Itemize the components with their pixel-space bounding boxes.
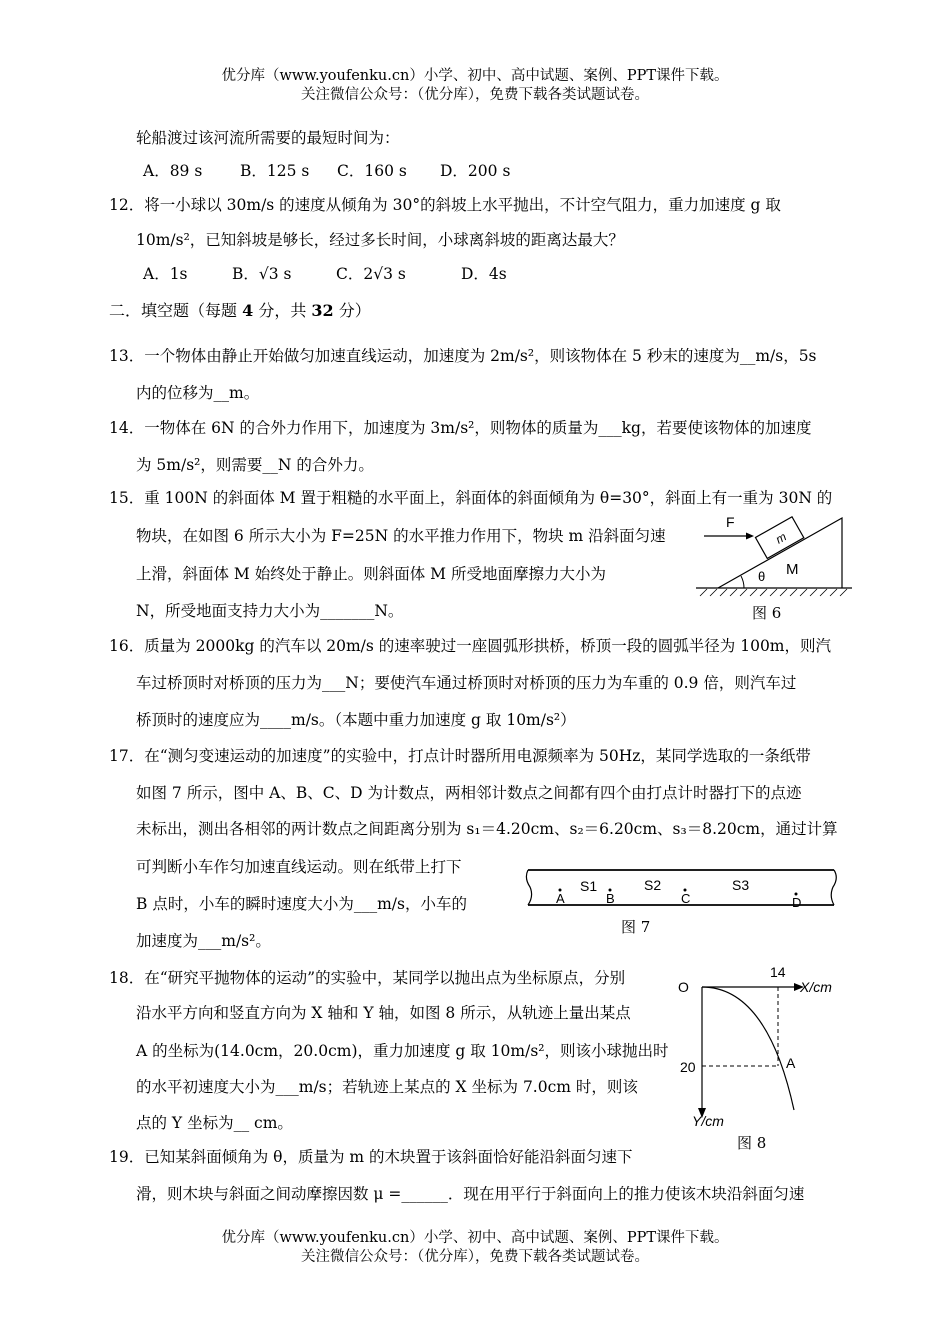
q16-line-2: 车过桥顶时对桥顶的压力为___N；要使汽车通过桥顶时对桥顶的压力为车重的 0.9 倍，则汽车过 bbox=[136, 674, 797, 692]
s1-label: S1 bbox=[580, 878, 598, 894]
q11-option-a: A．89 s bbox=[143, 162, 203, 180]
section-2-suffix: 分） bbox=[333, 301, 371, 320]
x14-label: 14 bbox=[770, 964, 786, 980]
q18-line-4: 的水平初速度大小为___m/s；若轨迹上某点的 X 坐标为 7.0cm 时，则该 bbox=[136, 1078, 638, 1096]
origin-label: O bbox=[678, 979, 689, 995]
q11-option-b: B．125 s bbox=[240, 162, 310, 180]
q18-line-5: 点的 Y 坐标为__ cm。 bbox=[136, 1114, 293, 1132]
q17-line-4: 可判断小车作匀加速直线运动。则在纸带上打下 bbox=[136, 858, 462, 876]
figure-6-incline bbox=[696, 508, 856, 603]
q14-line-2: 为 5m/s²，则需要__N 的合外力。 bbox=[136, 456, 374, 474]
tape-left-torn-edge bbox=[526, 870, 531, 905]
q15-line-3: 上滑，斜面体 M 始终处于静止。则斜面体 M 所受地面摩擦力大小为 bbox=[136, 565, 606, 583]
figure-7-caption: 图 7 bbox=[621, 918, 651, 936]
figure-7-paper-tape bbox=[520, 864, 840, 914]
figure-8-projectile bbox=[672, 962, 842, 1132]
q12-option-c: C．2√3 s bbox=[336, 265, 406, 283]
q17-line-1: 17．在“测匀变速运动的加速度”的实验中，打点计时器所用电源频率为 50Hz，某同学选取的一条纸带 bbox=[109, 747, 811, 765]
footer-line-1: 优分库（www.youfenku.cn）小学、初中、高中试题、案例、PPT课件下载。 bbox=[221, 1230, 729, 1246]
q13-line-1: 13．一个物体由静止开始做匀加速直线运动，加速度为 2m/s²，则该物体在 5 秒末的速度为__m/s，5s bbox=[109, 347, 817, 365]
q18-line-1: 18．在“研究平抛物体的运动”的实验中，某同学以抛出点为坐标原点，分别 bbox=[109, 969, 626, 987]
y-axis-label: Y/cm bbox=[692, 1113, 724, 1129]
y20-label: 20 bbox=[680, 1059, 696, 1075]
point-d-label: D bbox=[792, 895, 802, 910]
q12-option-b: B．√3 s bbox=[232, 265, 292, 283]
q15-line-1: 15．重 100N 的斜面体 M 置于粗糙的水平面上，斜面体的斜面倾角为 θ=30°，斜面上有一重为 30N 的 bbox=[109, 489, 833, 507]
section-2-mid: 分，共 bbox=[253, 301, 312, 320]
q18-line-3: A 的坐标为(14.0cm，20.0cm)，重力加速度 g 取 10m/s²，则该小球抛出时 bbox=[136, 1042, 669, 1060]
q14-line-1: 14．一物体在 6N 的合外力作用下，加速度为 3m/s²，则物体的质量为___kg，若要使该物体的加速度 bbox=[109, 419, 812, 437]
angle-arc bbox=[741, 576, 744, 588]
q17-line-2: 如图 7 所示，图中 A、B、C、D 为计数点，两相邻计数点之间都有四个由打点计时器打下的点迹 bbox=[136, 784, 802, 802]
tape-right-torn-edge bbox=[831, 870, 836, 905]
header-line-2: 关注微信公众号：（优分库），免费下载各类试题试卷。 bbox=[301, 87, 649, 103]
q16-line-1: 16．质量为 2000kg 的汽车以 20m/s 的速率驶过一座圆弧形拱桥，桥顶一段的圆弧半径为 100m，则汽 bbox=[109, 637, 832, 655]
q12-option-a: A．1s bbox=[143, 265, 188, 283]
q17-line-3: 未标出，测出各相邻的两计数点之间距离分别为 s₁＝4.20cm、s₂＝6.20cm、s₃＝8.20cm，通过计算 bbox=[136, 820, 838, 838]
header-line-1: 优分库（www.youfenku.cn）小学、初中、高中试题、案例、PPT课件下载。 bbox=[221, 68, 729, 84]
q15-line-2: 物块，在如图 6 所示大小为 F=25N 的水平推力作用下，物块 m 沿斜面匀速 bbox=[136, 527, 666, 545]
q17-line-6: 加速度为___m/s²。 bbox=[136, 932, 271, 950]
point-c-label: C bbox=[681, 891, 691, 906]
ground-hatch bbox=[700, 589, 847, 596]
section-2-heading bbox=[109, 300, 371, 322]
s3-label: S3 bbox=[732, 877, 750, 893]
theta-label: θ bbox=[758, 569, 766, 584]
q18-line-2: 沿水平方向和竖直方向为 X 轴和 Y 轴，如图 8 所示，从轨迹上量出某点 bbox=[136, 1004, 631, 1022]
footer-line-2: 关注微信公众号：（优分库），免费下载各类试题试卷。 bbox=[301, 1249, 649, 1265]
force-arrowhead bbox=[746, 533, 754, 540]
q17-line-5: B 点时，小车的瞬时速度大小为___m/s，小车的 bbox=[136, 895, 467, 913]
q13-line-2: 内的位移为__m。 bbox=[136, 384, 260, 402]
figure-8-caption: 图 8 bbox=[737, 1134, 767, 1152]
q12-line-1: 12．将一小球以 30m/s 的速度从倾角为 30°的斜坡上水平抛出，不计空气阻力，重力加速度 g 取 bbox=[109, 196, 781, 214]
q12-line-2: 10m/s²，已知斜坡是够长，经过多长时间，小球离斜坡的距离达最大？ bbox=[136, 231, 624, 249]
figure-6-caption: 图 6 bbox=[752, 604, 782, 622]
section-2-score: 4 bbox=[242, 301, 254, 320]
q19-line-2: 滑，则木块与斜面之间动摩擦因数 μ =______．现在用平行于斜面向上的推力使该木块沿斜面匀速 bbox=[136, 1185, 805, 1203]
x-axis-label: X/cm bbox=[800, 979, 832, 995]
point-b-label: B bbox=[606, 891, 615, 906]
trajectory-curve bbox=[702, 987, 794, 1110]
q12-option-d: D．4s bbox=[461, 265, 507, 283]
incline-M-label: M bbox=[786, 561, 799, 578]
block-m-label: m bbox=[773, 529, 789, 547]
q15-line-4: N，所受地面支持力大小为_______N。 bbox=[136, 602, 404, 620]
s2-label: S2 bbox=[644, 877, 662, 893]
q16-line-3: 桥顶时的速度应为____m/s。（本题中重力加速度 g 取 10m/s²） bbox=[136, 711, 576, 729]
q19-line-1: 19．已知某斜面倾角为 θ，质量为 m 的木块置于该斜面恰好能沿斜面匀速下 bbox=[109, 1148, 633, 1166]
force-label: F bbox=[726, 514, 735, 530]
point-a-label: A bbox=[556, 891, 565, 906]
q11-continuation: 轮船渡过该河流所需要的最短时间为： bbox=[136, 129, 400, 147]
section-2-prefix: 二．填空题（每题 bbox=[109, 301, 243, 320]
q11-option-d: D．200 s bbox=[440, 162, 511, 180]
q11-option-c: C．160 s bbox=[337, 162, 407, 180]
point-a-label: A bbox=[786, 1055, 796, 1071]
section-2-total: 32 bbox=[311, 301, 334, 320]
